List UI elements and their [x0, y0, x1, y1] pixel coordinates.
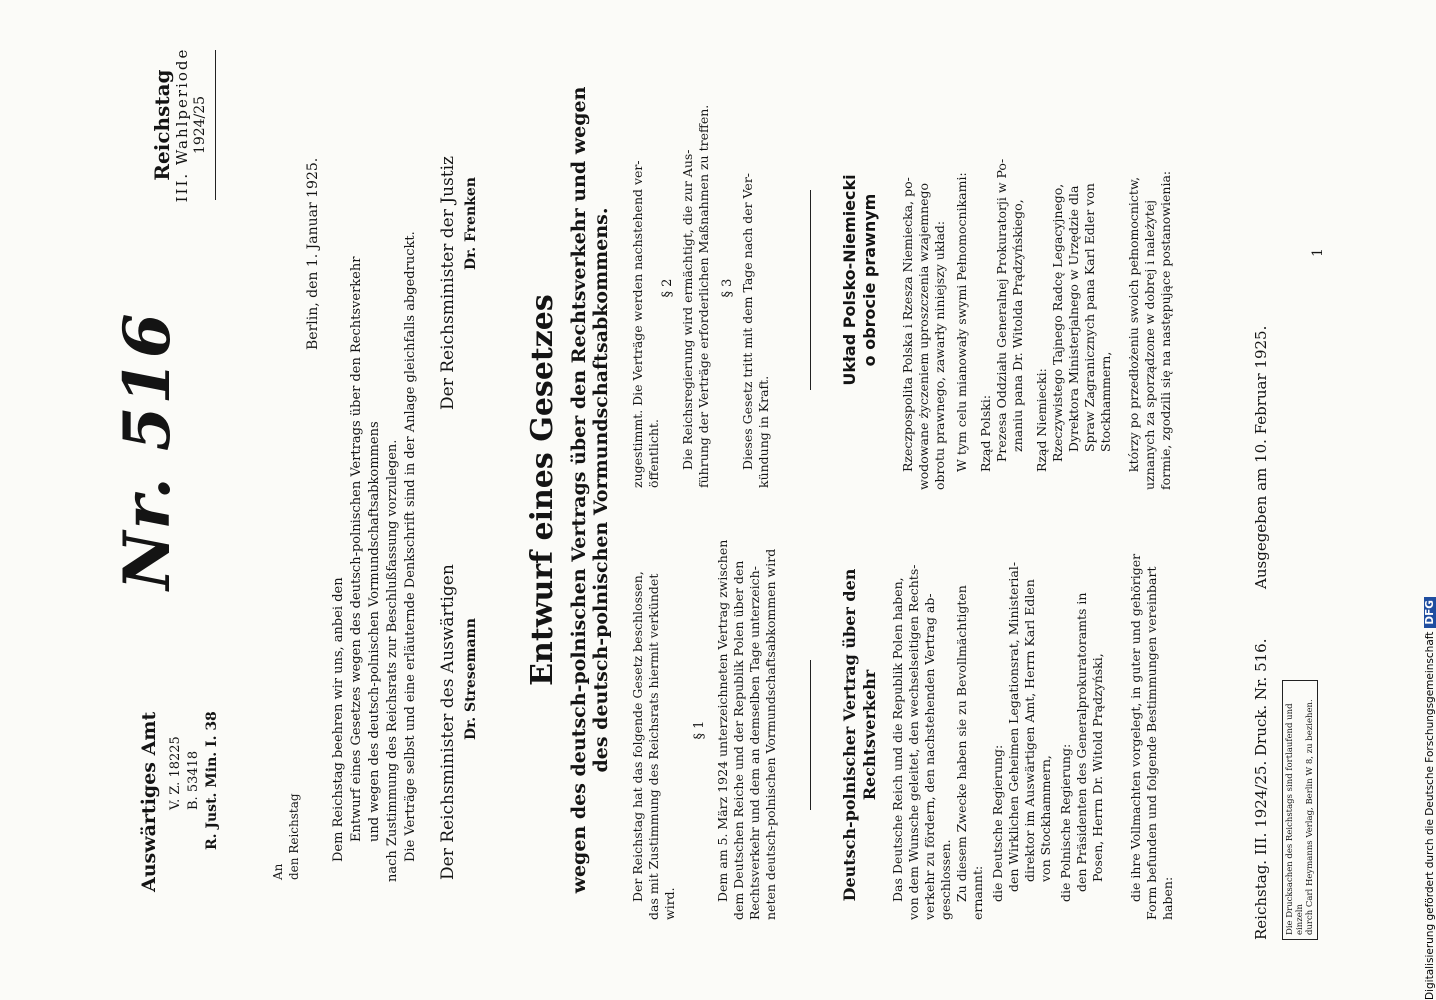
draft-intro-line-1: Der Reichstag hat das folgende Gesetz beschlossen,	[630, 571, 645, 902]
draft-intro-line-3: wird.	[662, 887, 677, 920]
treaty-german-appointment: Zu diesem Zwecke haben sie zu Bevollmächtigten	[954, 585, 969, 902]
office-reference-3: R. Just. Min. I. 38	[204, 711, 220, 850]
treaty-polish-preamble	[900, 70, 1174, 490]
section-3-heading: § 3	[720, 278, 735, 298]
dfg-logo: DFG	[1424, 597, 1436, 628]
treaty-polish-gov2-line-2: Dyrektora Ministerjalnego w Urzędzie dla	[1066, 185, 1081, 452]
treaty-german-appointment-end: ernannt:	[970, 865, 985, 920]
treaty-german-preamble-line-4: geschlossen.	[938, 839, 953, 920]
treaty-german-gov2-line-1: den Präsidenten des Generalprokuratoramts in	[1074, 592, 1089, 892]
digitization-note-text: Digitalisierung gefördert durch die Deutsche Forschungsgemeinschaft	[1424, 631, 1436, 1000]
letter-line-2: Entwurf eines Gesetzes wegen des deutsch-polnischen Vertrags über den Rechtsverkehr	[349, 256, 364, 842]
treaty-polish-appointment: W tym celu mianowały swymi Pełnomocnikami:	[954, 172, 969, 472]
treaty-polish-title-line-2: o obrocie prawnym	[860, 193, 879, 367]
section-1-heading: § 1	[692, 720, 707, 740]
section-2-text	[680, 68, 712, 488]
signature-justice-minister-name: Dr. Frenken	[463, 177, 479, 270]
treaty-polish-preamble-line-3: obrotu prawnego, zawarły niniejszy układ:	[932, 220, 947, 490]
treaty-german-gov1-line-1: den Wirklichen Geheimen Legationsrat, Ministerial-	[1006, 561, 1021, 892]
draft-subtitle	[568, 70, 612, 910]
section-1-continued-line-1: zugestimmt. Die Verträge werden nachstehend ver-	[630, 160, 645, 488]
treaty-german-gov2-heading: die Polnische Regierung:	[1058, 743, 1073, 902]
treaty-german-title-line-2: Rechtsverkehr	[860, 669, 879, 801]
office-reference-1: V. Z. 18225	[168, 736, 183, 810]
footer-print-reference: Reichstag. III. 1924/25. Druck. Nr. 516.	[1252, 638, 1270, 940]
document-page	[20, 10, 1400, 970]
office-name: Auswärtiges Amt	[138, 711, 160, 892]
document-number: Nr. 516	[110, 311, 185, 590]
signature-foreign-minister-name: Dr. Stresemann	[463, 618, 479, 740]
treaty-polish-gov2-line-3: Spraw Zagranicznych pana Karl Edler von	[1082, 183, 1097, 452]
treaty-polish-preamble-line-1: Rzeczpospolita Polska i Rzesza Niemiecka, po-	[900, 177, 915, 472]
section-1-line-4: neten deutsch-polnischen Vormundschaftsabkommen wird	[763, 548, 778, 920]
treaty-polish-gov2-heading: Rząd Niemiecki:	[1034, 368, 1049, 472]
treaty-german-gov2-line-2: Posen, Herrn Dr. Witold Prądzyński,	[1090, 653, 1105, 882]
treaty-german-title-line-1: Deutsch-polnischer Vertrag über den	[840, 568, 859, 902]
addressee-line-2: den Reichstag	[287, 793, 301, 880]
treaty-german-closing-line-3: haben:	[1160, 876, 1175, 920]
draft-subtitle-line-2: des deutsch-polnischen Vormundschaftsabkommens.	[590, 207, 612, 773]
letter-date: Berlin, den 1. Januar 1925.	[305, 157, 321, 350]
section-1-line-3: Rechtsverkehr und dem an demselben Tage unterzeich-	[747, 566, 762, 920]
treaty-polish-closing-line-3: formie, zgodzili się na następujące postanowienia:	[1158, 170, 1173, 490]
reichstag-heading: Reichstag	[150, 69, 174, 181]
page-mark: 1	[1310, 248, 1326, 257]
electoral-period: III. Wahlperiode	[173, 47, 191, 203]
letter-line-3: und wegen des deutsch-polnischen Vormundschaftsabkommens	[367, 421, 382, 842]
footer-issued-date: Ausgegeben am 10. Februar 1925.	[1252, 325, 1270, 589]
letter-line-1: Dem Reichstag beehren wir uns, anbei den	[331, 577, 346, 862]
treaty-polish-closing-line-1: którzy po przedłożeniu swoich pełnomocnictw,	[1126, 176, 1141, 472]
signature-justice-minister-role: Der Reichsminister der Justiz	[438, 156, 458, 410]
treaty-german-gov1-heading: die Deutsche Regierung:	[990, 744, 1005, 902]
treaty-german-closing-line-1: die ihre Vollmachten vorgelegt, in guter und gehöriger	[1128, 553, 1143, 902]
footer-distribution-box	[1282, 680, 1318, 940]
treaty-polish-closing-line-2: uznanych za sporządzone w dobrej i należytej	[1142, 199, 1157, 490]
treaty-polish-preamble-line-2: wodowane życzeniem uproszczenia wzajemnego	[916, 182, 931, 490]
draft-intro	[630, 540, 678, 920]
footer-box-line-2: durch Carl Heymanns Verlag, Berlin W 8, zu beziehen.	[1305, 699, 1315, 935]
section-3-line-2: kündung in Kraft.	[756, 375, 771, 488]
treaty-german-preamble-line-3: verkehr zu fördern, den nachstehenden Vertrag ab-	[922, 593, 937, 920]
treaty-german-title	[840, 550, 880, 920]
treaty-german-closing-line-2: Form befunden und folgende Bestimmungen vereinbart	[1144, 566, 1159, 920]
section-2-line-2: führung der Verträge erforderlichen Maßnahmen zu treffen.	[696, 104, 711, 488]
treaty-german-gov1-line-2: direktor im Auswärtigen Amt, Herrn Karl Edlen	[1022, 579, 1037, 882]
addressee-line-1: An	[271, 863, 285, 880]
section-1-line-2: dem Deutschen Reiche und der Republik Polen über den	[731, 560, 746, 920]
treaty-german-preamble-line-1: Das Deutsche Reich und die Republik Polen haben,	[890, 577, 905, 902]
treaty-polish-gov1-line-2: znaniu pana Dr. Witolda Prądzyńskiego,	[1010, 199, 1025, 452]
treaty-german-preamble	[890, 530, 1176, 920]
section-1-continued	[630, 88, 662, 488]
draft-intro-line-2: das mit Zustimmung des Reichsrats hiermit verkündet	[646, 573, 661, 920]
treaty-polish-gov2-line-4: Stockhammern,	[1098, 351, 1113, 452]
addressee	[270, 793, 302, 880]
section-1-continued-line-2: öffentlicht.	[646, 419, 661, 488]
section-1-text	[715, 530, 779, 920]
draft-title: Entwurf eines Gesetzes	[525, 294, 560, 686]
draft-subtitle-line-1: wegen des deutsch-polnischen Vertrags über den Rechtsverkehr und wegen	[568, 86, 590, 894]
treaty-polish-title	[840, 70, 880, 490]
electoral-period-years: 1924/25	[192, 95, 208, 155]
treaty-german-preamble-line-2: von dem Wunsche geleitet, den wechselseitigen Rechts-	[906, 564, 921, 920]
footer-box-line-1: Die Drucksachen des Reichstags sind fortlaufend und einzeln	[1285, 703, 1305, 935]
treaty-german-gov1-line-3: von Stockhammern,	[1038, 755, 1053, 882]
treaty-polish-gov1-line-1: Prezesa Oddziału Generalnej Prokuratorji w Po-	[994, 158, 1009, 462]
treaty-polish-title-line-1: Układ Polsko-Niemiecki	[840, 174, 859, 386]
treaty-polish-gov1-heading: Rząd Polski:	[978, 394, 993, 472]
treaty-polish-gov2-line-1: Rzeczywistego Tajnego Radcę Legacyjnego,	[1050, 183, 1065, 462]
digitization-note	[1424, 597, 1436, 1000]
reichstag-rule	[215, 50, 216, 200]
section-3-text	[740, 68, 772, 488]
letter-line-5: Die Verträge selbst und eine erläuternde Denkschrift sind in der Anlage gleichfalls abgedruckt.	[403, 231, 418, 862]
letter-line-4: nach Zustimmung des Reichsrats zur Beschlußfassung vorzulegen.	[385, 439, 400, 882]
section-2-heading: § 2	[660, 278, 675, 298]
footer-line	[1252, 326, 1270, 940]
office-reference-2: B. 53418	[186, 750, 201, 810]
section-1-line-1: Dem am 5. März 1924 unterzeichneten Vertrag zwischen	[715, 539, 730, 902]
section-3-line-1: Dieses Gesetz tritt mit dem Tage nach der Ver-	[740, 172, 755, 470]
section-2-line-1: Die Reichsregierung wird ermächtigt, die zur Aus-	[680, 149, 695, 470]
divider-left	[810, 660, 811, 810]
divider-right	[810, 190, 811, 390]
signature-foreign-minister-role: Der Reichsminister des Auswärtigen	[438, 564, 458, 880]
